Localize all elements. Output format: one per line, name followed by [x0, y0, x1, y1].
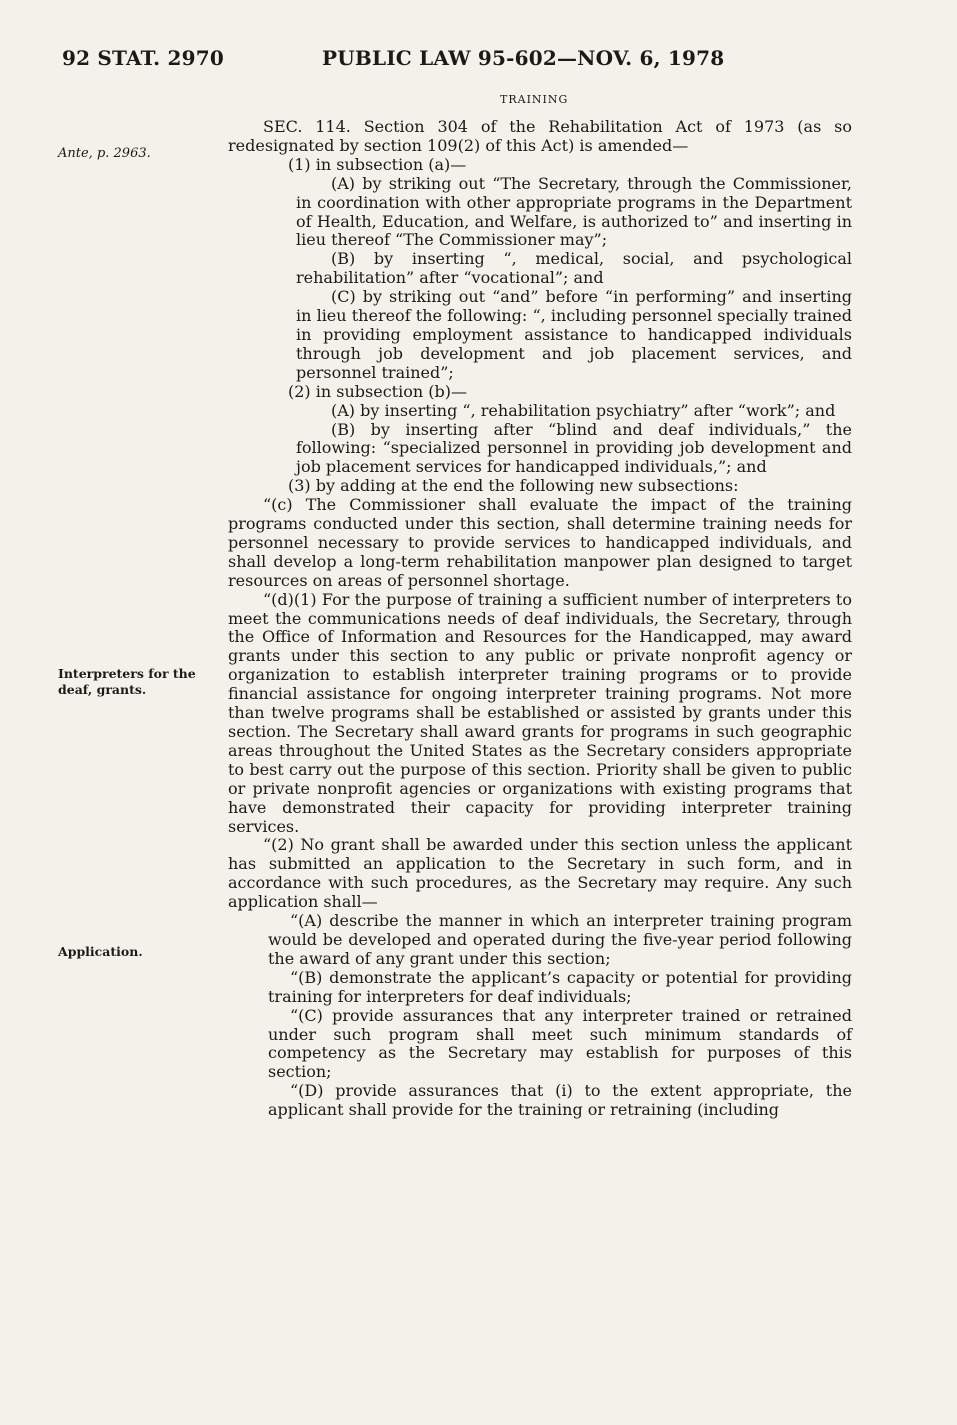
- margin-note-ante: Ante, p. 2963.: [58, 146, 151, 161]
- paragraph-3: (3) by adding at the end the following new subsections:: [288, 476, 739, 496]
- paragraph-2-b: (B) by inserting after “blind and deaf individuals,” the following: “specialized personnel in providing job development and job placement services for handicapped individuals,”; and: [296, 419, 852, 477]
- paragraph-1-c: (C) by striking out “and” before “in performing” and inserting in lieu thereof the following: “, including personnel specially trained in providing employment assistance to handicapped individuals through job development and job placement services, and personnel trained”;: [296, 287, 852, 382]
- subsection-d-2-b: “(B) demonstrate the applicant’s capacity or potential for providing training for interpreters for deaf individuals;: [268, 967, 852, 1006]
- margin-note-application: Application.: [58, 944, 143, 959]
- subsection-d-1: “(d)(1) For the purpose of training a sufficient number of interpreters to meet the communications needs of deaf individuals, the Secretary, through the Office of Information and Resources for the Handicapped, may award grants under this section to any public or private nonprofit agency or organization to establish interpreter training programs or to provide financial assistance for ongoing interpreter training programs. Not more than twelve programs shall be established or assisted by grants under this section. The Secretary shall award grants for programs in such geographic areas throughout the United States as the Secretary considers appropriate to best carry out the purpose of this section. Priority shall be given to public or private nonprofit agencies or organizations with existing programs that have demonstrated their capacity for providing interpreter training services.: [228, 589, 852, 836]
- subsection-d-2: “(2) No grant shall be awarded under this section unless the applicant has submitted an application to the Secretary in such form, and in accordance with such procedures, as the Secretary may require. Any such application shall—: [228, 835, 852, 912]
- section-heading: TRAINING: [500, 93, 569, 106]
- paragraph-1-b: (B) by inserting “, medical, social, and psychological rehabilitation” after “vocational”; and: [296, 249, 852, 288]
- subsection-d-2-d: “(D) provide assurances that (i) to the extent appropriate, the applicant shall provide for the training or retraining (including: [268, 1081, 852, 1120]
- subsection-d-2-a: “(A) describe the manner in which an interpreter training program would be developed and operated during the five-year period following the award of any grant under this section;: [268, 911, 852, 968]
- subsection-c: “(c) The Commissioner shall evaluate the impact of the training programs conducted under this section, shall determine training needs for personnel necessary to provide services to handicapped individuals, and shall develop a long-term rehabilitation manpower plan designed to target resources on areas of personnel shortage.: [228, 495, 852, 590]
- law-citation-header: PUBLIC LAW 95-602—NOV. 6, 1978: [322, 46, 725, 70]
- margin-note-interpreters: Interpreters for the deaf, grants.: [58, 666, 196, 697]
- section-114-intro: SEC. 114. Section 304 of the Rehabilitation Act of 1973 (as so redesignated by section 109(2) of this Act) is amended—: [228, 117, 852, 155]
- paragraph-2-a: (A) by inserting “, rehabilitation psychiatry” after “work”; and: [331, 400, 836, 420]
- paragraph-1: (1) in subsection (a)—: [288, 154, 467, 174]
- subsection-d-2-c: “(C) provide assurances that any interpreter trained or retrained under such program shall meet such minimum standards of competency as the Secretary may establish for purposes of this section;: [268, 1005, 852, 1082]
- stat-page-number: 92 STAT. 2970: [62, 46, 224, 70]
- paragraph-2: (2) in subsection (b)—: [288, 381, 467, 401]
- paragraph-1-a: (A) by striking out “The Secretary, through the Commissioner, in coordination with other appropriate programs in the Department of Health, Education, and Welfare, is authorized to” and inserting in lieu thereof “The Commissioner may”;: [296, 173, 852, 250]
- statute-body: [228, 118, 852, 1120]
